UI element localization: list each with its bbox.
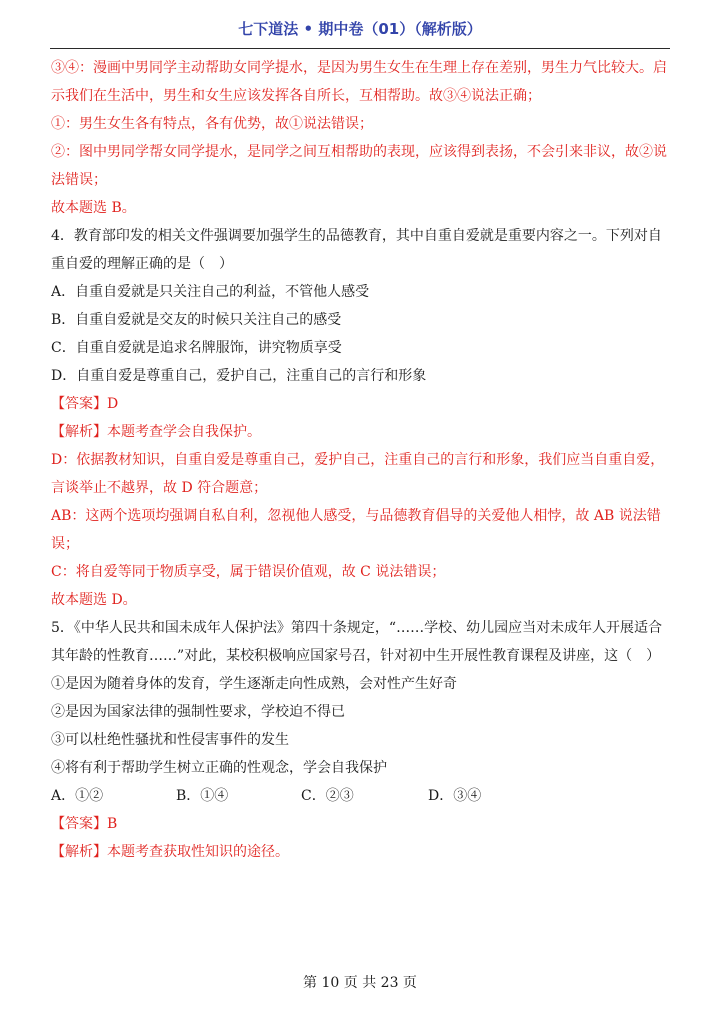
- prev-analysis-conclusion: 故本题选 B。: [51, 200, 136, 216]
- prev-analysis-paragraph-3: ②：图中男同学帮女同学提水，是同学之间互相帮助的表现，应该得到表扬，不会引来非议，故②说法错误；: [51, 144, 667, 188]
- question-4-stem: 4．教育部印发的相关文件强调要加强学生的品德教育，其中自重自爱就是重要内容之一。下列对自重自爱的理解正确的是（ ）: [51, 228, 662, 272]
- page-header: [50, 8, 670, 49]
- analysis-label: 【解析】: [51, 424, 107, 440]
- question-4-option-b: B．自重自爱就是交友的时候只关注自己的感受: [51, 312, 342, 328]
- question-5-statement-2: ②是因为国家法律的强制性要求，学校迫不得已: [51, 704, 345, 720]
- question-5-statement-1: ①是因为随着身体的发育，学生逐渐走向性成熟，会对性产生好奇: [51, 676, 457, 692]
- question-4-analysis-2: AB：这两个选项均强调自私自利，忽视他人感受，与品德教育倡导的关爱他人相悖，故 AB 说法错误；: [51, 508, 661, 552]
- question-4-analysis-1: D：依据教材知识，自重自爱是尊重自己，爱护自己，注重自己的言行和形象，我们应当自重自爱，言谈举止不越界，故 D 符合题意；: [51, 452, 665, 496]
- answer-label: 【答案】: [51, 396, 107, 412]
- analysis-label: 【解析】: [51, 844, 107, 860]
- question-5-options: [51, 782, 672, 810]
- question-5-option-a: A．①②: [51, 788, 104, 804]
- question-5-analysis-heading: [51, 838, 672, 866]
- question-4-option-d: D．自重自爱是尊重自己，爱护自己，注重自己的言行和形象: [51, 368, 427, 384]
- question-5-statement-3: ③可以杜绝性骚扰和性侵害事件的发生: [51, 732, 289, 748]
- analysis-intro: 本题考查学会自我保护。: [107, 424, 261, 440]
- question-4-analysis-3: C：将自爱等同于物质享受，属于错误价值观，故 C 说法错误；: [51, 564, 446, 580]
- page-content: [51, 54, 672, 866]
- question-5-option-c: C．②③: [301, 788, 354, 804]
- answer-label: 【答案】: [51, 816, 107, 832]
- question-4-option-c: C．自重自爱就是追求名牌服饰，讲究物质享受: [51, 340, 342, 356]
- answer-value: B: [107, 816, 118, 832]
- question-5-statement-4: ④将有利于帮助学生树立正确的性观念，学会自我保护: [51, 760, 387, 776]
- question-4-option-a: A．自重自爱就是只关注自己的利益，不管他人感受: [51, 284, 370, 300]
- question-4-answer: [51, 390, 672, 418]
- document-title: 七下道法 • 期中卷（01）（解析版）: [238, 20, 482, 38]
- question-4-analysis-heading: [51, 418, 672, 446]
- question-5-option-d: D．③④: [428, 788, 482, 804]
- prev-analysis-paragraph-2: ①：男生女生各有特点，各有优势，故①说法错误；: [51, 116, 373, 132]
- question-4-analysis-conclusion: 故本题选 D。: [51, 592, 137, 608]
- question-5-option-b: B．①④: [176, 788, 229, 804]
- analysis-intro: 本题考查获取性知识的途径。: [107, 844, 289, 860]
- page-number: 第 10 页 共 23 页: [303, 975, 417, 991]
- prev-analysis-paragraph-1: ③④：漫画中男同学主动帮助女同学提水，是因为男生女生在生理上存在差别，男生力气比较大。启示我们在生活中，男生和女生应该发挥各自所长，互相帮助。故③④说法正确；: [51, 60, 667, 104]
- question-5-stem: 5．《中华人民共和国未成年人保护法》第四十条规定，“……学校、幼儿园应当对未成年人开展适合其年龄的性教育……”对此，某校积极响应国家号召，针对初中生开展性教育课程及讲座，这（ ）: [51, 620, 663, 664]
- question-5-answer: [51, 810, 672, 838]
- answer-value: D: [107, 396, 119, 412]
